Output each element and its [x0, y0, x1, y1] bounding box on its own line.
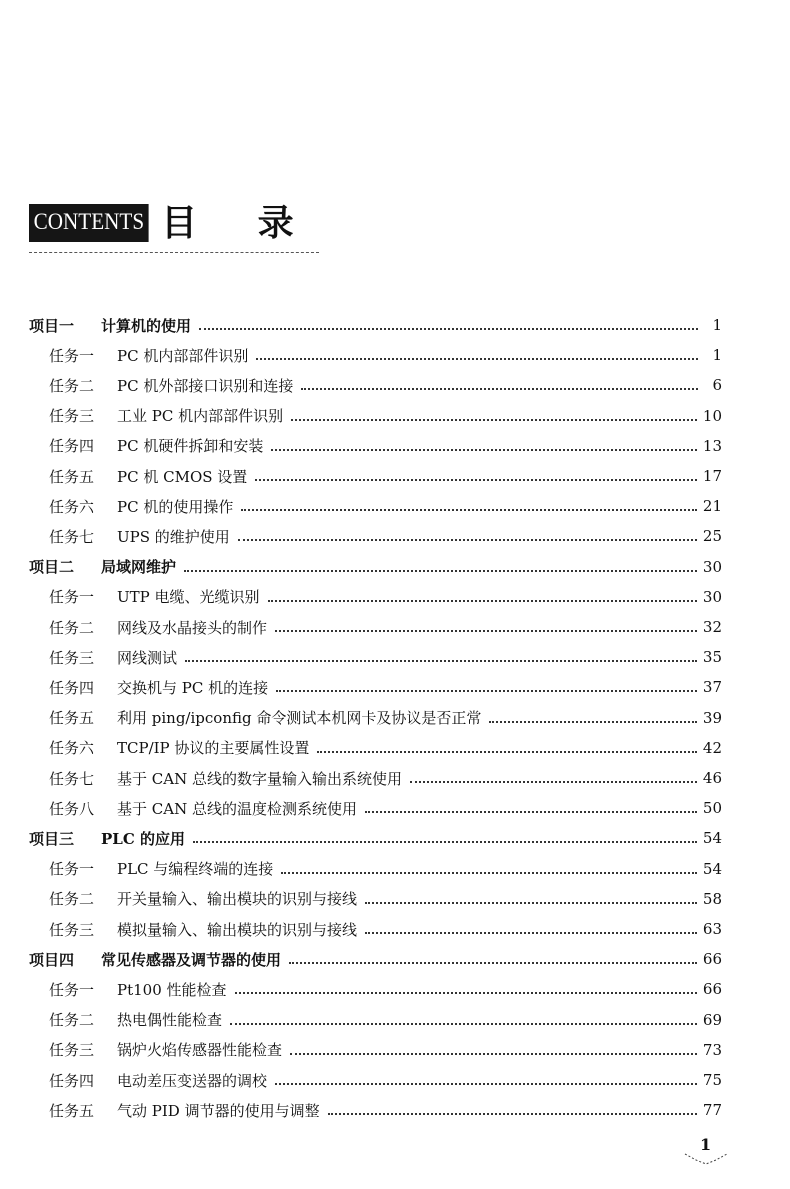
toc-entry-page: 37 — [702, 678, 722, 697]
toc-entry-page: 46 — [702, 769, 722, 787]
toc-entry-label: 任务四 — [49, 678, 95, 697]
toc-leader-dots — [276, 690, 697, 692]
toc-entry-title: 网线及水晶接头的制作 — [117, 618, 268, 637]
toc-task-entry[interactable] — [49, 461, 722, 491]
toc-leader-dots — [268, 600, 697, 602]
toc-leader-dots — [317, 751, 696, 753]
toc-entry-page: 1 — [712, 316, 722, 334]
toc-entry-label: 任务七 — [49, 769, 95, 788]
toc-project-entry[interactable] — [29, 310, 722, 340]
toc-leader-dots — [185, 660, 697, 662]
toc-task-entry[interactable] — [49, 1035, 722, 1065]
toc-entry-page: 77 — [702, 1101, 722, 1120]
toc-entry-label: 任务三 — [49, 1041, 95, 1060]
toc-entry-label: 任务二 — [49, 618, 95, 637]
toc-entry-page: 66 — [702, 980, 722, 999]
toc-task-entry[interactable] — [49, 763, 722, 793]
toc-entry-title: PC 机外部接口识别和连接 — [117, 376, 294, 395]
toc-leader-dots — [238, 539, 697, 541]
toc-task-entry[interactable] — [49, 884, 722, 914]
header-divider — [29, 252, 319, 253]
toc-task-entry[interactable] — [49, 672, 722, 702]
toc-leader-dots — [289, 962, 697, 964]
toc-entry-label: 任务三 — [49, 648, 95, 667]
toc-entry-page: 13 — [702, 436, 722, 455]
toc-task-entry[interactable] — [49, 733, 722, 763]
toc-entry-title: 局域网维护 — [101, 558, 177, 577]
toc-entry-page: 25 — [702, 527, 722, 546]
toc-entry-page: 69 — [702, 1010, 722, 1029]
toc-entry-page: 32 — [702, 618, 722, 636]
contents-badge: CONTENTS — [29, 204, 149, 242]
toc-leader-dots — [184, 570, 697, 572]
toc-entry-page: 66 — [702, 950, 722, 969]
toc-task-entry[interactable] — [49, 1005, 722, 1035]
toc-entry-page: 42 — [702, 738, 722, 757]
toc-task-entry[interactable] — [49, 793, 722, 823]
toc-entry-label: 任务八 — [49, 799, 95, 818]
contents-header — [29, 204, 318, 242]
toc-leader-dots — [410, 781, 697, 783]
toc-entry-label: 任务二 — [49, 376, 95, 395]
toc-task-entry[interactable] — [49, 340, 722, 370]
toc-entry-title: 基于 CAN 总线的温度检测系统使用 — [117, 799, 357, 818]
toc-leader-dots — [256, 358, 698, 360]
toc-project-entry[interactable] — [29, 944, 722, 974]
toc-entry-page: 58 — [702, 889, 722, 908]
toc-entry-title: 网线测试 — [117, 648, 178, 667]
toc-leader-dots — [275, 1083, 697, 1085]
toc-task-entry[interactable] — [49, 491, 722, 521]
toc-entry-label: 任务五 — [49, 1101, 95, 1120]
toc-entry-label: 项目三 — [29, 829, 75, 848]
toc-project-entry[interactable] — [29, 823, 722, 853]
toc-entry-label: 任务三 — [49, 920, 95, 939]
toc-entry-label: 任务二 — [49, 1011, 95, 1030]
toc-entry-title: 利用 ping/ipconfig 命令测试本机网卡及协议是否正常 — [117, 709, 482, 728]
toc-entry-page: 21 — [702, 497, 722, 516]
toc-entry-page: 39 — [702, 708, 722, 727]
toc-entry-label: 项目二 — [29, 558, 75, 577]
toc-task-entry[interactable] — [49, 974, 722, 1004]
toc-leader-dots — [328, 1113, 697, 1115]
toc-leader-dots — [281, 872, 697, 874]
toc-entry-title: TCP/IP 协议的主要属性设置 — [117, 739, 310, 758]
toc-task-entry[interactable] — [49, 703, 722, 733]
toc-entry-label: 任务一 — [49, 860, 95, 879]
toc-entry-page: 73 — [702, 1040, 722, 1059]
toc-entry-label: 任务二 — [49, 890, 95, 909]
toc-entry-page: 50 — [702, 799, 722, 818]
toc-entry-title: PC 机内部部件识别 — [117, 346, 249, 365]
toc-task-entry[interactable] — [49, 914, 722, 944]
toc-entry-page: 63 — [702, 920, 722, 938]
toc-task-entry[interactable] — [49, 854, 722, 884]
toc-entry-title: 热电偶性能检查 — [117, 1011, 223, 1030]
toc-entry-page: 10 — [702, 406, 722, 425]
toc-leader-dots — [365, 902, 697, 904]
toc-entry-title: 锅炉火焰传感器性能检查 — [117, 1041, 283, 1060]
page-ornament-icon — [684, 1152, 728, 1166]
toc-entry-page: 75 — [702, 1071, 722, 1089]
toc-entry-title: PLC 与编程终端的连接 — [117, 860, 274, 879]
toc-entry-label: 任务一 — [49, 588, 95, 607]
toc-entry-page: 54 — [702, 829, 722, 848]
toc-entry-title: 模拟量输入、输出模块的识别与接线 — [117, 920, 358, 939]
toc-task-entry[interactable] — [49, 370, 722, 400]
toc-task-entry[interactable] — [49, 401, 722, 431]
toc-entry-title: 开关量输入、输出模块的识别与接线 — [117, 890, 358, 909]
toc-project-entry[interactable] — [29, 552, 722, 582]
toc-leader-dots — [235, 992, 697, 994]
toc-entry-title: 交换机与 PC 机的连接 — [117, 678, 269, 697]
toc-entry-title: 电动差压变送器的调校 — [117, 1071, 268, 1090]
toc-entry-label: 项目一 — [29, 316, 75, 335]
toc-leader-dots — [365, 811, 697, 813]
toc-leader-dots — [365, 932, 697, 934]
toc-leader-dots — [193, 841, 697, 843]
toc-entry-title: 基于 CAN 总线的数字量输入输出系统使用 — [117, 769, 402, 788]
toc-entry-title: 计算机的使用 — [101, 316, 192, 335]
toc-leader-dots — [255, 479, 697, 481]
page-number: 1 — [700, 1135, 712, 1154]
toc-entry-label: 任务三 — [49, 407, 95, 426]
toc-entry-title: 常见传感器及调节器的使用 — [101, 950, 282, 969]
toc-task-entry[interactable] — [49, 1095, 722, 1125]
page-title: 目 录 — [161, 202, 318, 244]
toc-entry-label: 任务六 — [49, 497, 95, 516]
toc-entry-page: 54 — [702, 859, 722, 878]
toc-entry-page: 30 — [702, 557, 722, 576]
toc-leader-dots — [230, 1023, 697, 1025]
toc-entry-title: Pt100 性能检查 — [117, 980, 227, 999]
toc-task-entry[interactable] — [49, 642, 722, 672]
toc-entry-label: 任务六 — [49, 739, 95, 758]
toc-entry-label: 任务一 — [49, 346, 95, 365]
toc-entry-title: UTP 电缆、光缆识别 — [117, 588, 260, 607]
toc-leader-dots — [199, 328, 698, 330]
toc-leader-dots — [271, 449, 697, 451]
toc-entry-title: 气动 PID 调节器的使用与调整 — [117, 1101, 320, 1120]
toc-entry-title: PC 机硬件拆卸和安装 — [117, 437, 264, 456]
toc-entry-label: 项目四 — [29, 950, 75, 969]
toc-entry-title: UPS 的维护使用 — [117, 527, 230, 546]
toc-entry-label: 任务五 — [49, 467, 95, 486]
toc-task-entry[interactable] — [49, 521, 722, 551]
toc-entry-title: PLC 的应用 — [101, 829, 185, 848]
toc-entry-label: 任务四 — [49, 1071, 95, 1090]
toc-leader-dots — [301, 388, 698, 390]
toc-entry-page: 17 — [702, 467, 722, 485]
toc-entry-title: 工业 PC 机内部部件识别 — [117, 407, 284, 426]
toc-task-entry[interactable] — [49, 431, 722, 461]
toc-entry-label: 任务四 — [49, 437, 95, 456]
toc-entry-page: 35 — [702, 648, 722, 667]
toc-entry-page: 30 — [702, 587, 722, 606]
toc-leader-dots — [291, 419, 697, 421]
toc-task-entry[interactable] — [49, 612, 722, 642]
toc-entry-title: PC 机的使用操作 — [117, 497, 234, 516]
toc-leader-dots — [241, 509, 697, 511]
toc-entry-label: 任务一 — [49, 980, 95, 999]
toc-leader-dots — [275, 630, 697, 632]
toc-entry-label: 任务五 — [49, 709, 95, 728]
toc-task-entry[interactable] — [49, 1065, 722, 1095]
toc-entry-page: 6 — [712, 376, 722, 395]
toc-entry-page: 1 — [712, 346, 722, 365]
toc-leader-dots — [290, 1053, 697, 1055]
toc-task-entry[interactable] — [49, 582, 722, 612]
toc-entry-title: PC 机 CMOS 设置 — [117, 467, 248, 486]
toc-leader-dots — [489, 721, 697, 723]
toc-entry-label: 任务七 — [49, 527, 95, 546]
